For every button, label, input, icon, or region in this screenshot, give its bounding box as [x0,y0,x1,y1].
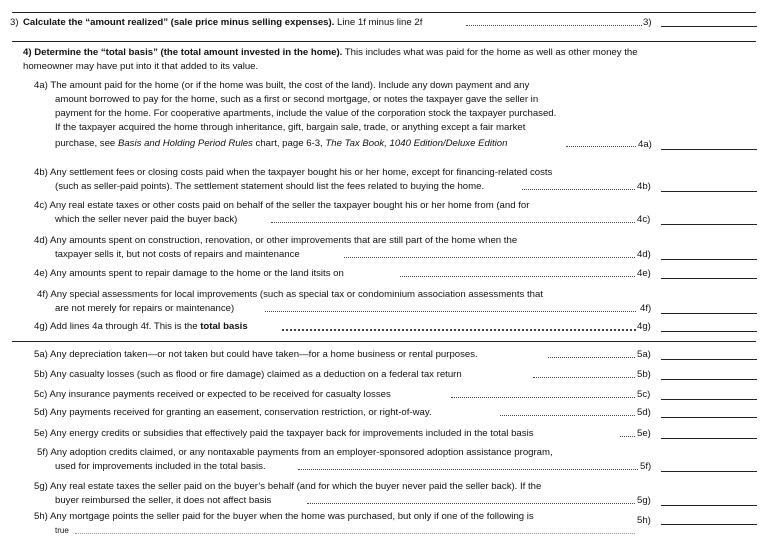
line-5f-text-1: 5f) Any adoption credits claimed, or any nontaxable payments from an employer-sponsored adoption assistance program, [37,447,553,458]
line-5g-text-2: buyer reimbursed the seller, it does not affect basis [55,495,272,506]
section-5-divider [12,341,756,342]
line-5c-text: 5c) Any insurance payments received or expected to be received for casualty losses [34,389,391,400]
line-5h-text-1: 5h) Any mortgage points the seller paid for the buyer when the home was purchased, but only if one of the following is [34,511,534,522]
line-4b-text-1: 4b) Any settlement fees or closing costs paid when the taxpayer bought his or her home, except for financing-related costs [34,167,553,178]
line-4c-text-2: which the seller never paid the buyer back) [55,214,238,225]
line-4a-text-5a: purchase, see [55,138,118,149]
line-3-leader [466,25,642,26]
section-4-heading: 4) Determine the “total basis” (the total amount invested in the home). [23,47,343,58]
line-4g-instruction: 4g) Add lines 4a through 4f. This is the [34,321,201,332]
line-5c-ref: 5c) [637,389,651,400]
line-5c-leader [451,397,635,398]
line-3-ref: 3) [643,17,652,28]
section-4-divider [12,41,756,42]
line-5h-leader [75,533,635,534]
line-5b-answer-field[interactable] [661,379,757,380]
line-4g-ref: 4g) [637,321,651,332]
line-4d-answer-field[interactable] [661,259,757,260]
section-4-title [23,46,638,59]
line-5b-ref: 5b) [637,369,651,380]
line-3-number: 3) [10,17,19,28]
line-4a-book-title: The Tax Book, 1040 Edition/Deluxe Edition [325,138,508,149]
line-4a-answer-field[interactable] [661,149,757,150]
line-5f-ref: 5f) [640,461,652,472]
line-5d-answer-field[interactable] [661,417,757,418]
line-4g-total-basis: total basis [200,321,248,332]
line-4b-leader [522,189,635,190]
line-4a-text-3: payment for the home. For cooperative apartments, include the value of the corporation stock the taxpayer purchased. [55,108,557,119]
line-4c-text-1: 4c) Any real estate taxes or other costs paid on behalf of the seller the taxpayer bought his or her home from (and for [34,200,530,211]
line-4a-text-2: amount borrowed to pay for the home, such as a first or second mortgage, or notes the taxpayer gave the seller in [55,94,539,105]
line-5e-text: 5e) Any energy credits or subsidies that effectively paid the taxpayer back for improvements included in the total basis [34,428,534,439]
line-4f-text-2: are not merely for repairs or maintenance) [55,303,235,314]
line-3-heading: Calculate the “amount realized” (sale price minus selling expenses). [23,17,335,28]
line-5f-leader [298,469,638,470]
line-4c-answer-field[interactable] [661,224,757,225]
line-4e-text: 4e) Any amounts spent to repair damage to the home or the land itsits on [34,268,344,279]
line-5b-text: 5b) Any casualty losses (such as flood or fire damage) claimed as a deduction on a federal tax return [34,369,462,380]
line-4f-ref: 4f) [640,303,652,314]
line-5b-leader [533,377,635,378]
line-4a-ref: 4a) [638,139,652,150]
line-4a-text-1: 4a) The amount paid for the home (or if the home was built, the cost of the land). Include any down payment and any [34,80,530,91]
line-5e-leader [620,436,635,437]
line-4c-ref: 4c) [637,214,651,225]
line-4d-ref: 4d) [637,249,651,260]
line-4e-answer-field[interactable] [661,278,757,279]
line-4g-answer-field[interactable] [661,331,757,332]
line-5a-text: 5a) Any depreciation taken—or not taken but could have taken—for a home business or rental purposes. [34,349,478,360]
line-4e-ref: 4e) [637,268,651,279]
line-5g-text-1: 5g) Any real estate taxes the seller paid on the buyer’s behalf (and for which the buyer never paid the seller back). If the [34,481,542,492]
line-4f-text-1: 4f) Any special assessments for local improvements (such as special tax or condominium association assessments that [37,289,544,300]
line-4f-answer-field[interactable] [661,313,757,314]
line-5a-answer-field[interactable] [661,359,757,360]
line-4a-text-4: If the taxpayer acquired the home through inheritance, gift, bargain sale, trade, or anything except a fair market [55,122,526,133]
line-5g-leader [307,503,635,504]
line-3-answer-field[interactable] [661,26,757,27]
line-3-instruction: Line 1f minus line 2f [334,17,423,28]
line-3-text [23,16,422,29]
line-4f-leader [265,311,636,312]
line-5a-leader [548,357,635,358]
section-4-intro-cont: homeowner may have put into it that added to its value. [23,61,259,72]
line-5h-text-2: true [55,526,69,535]
line-5e-answer-field[interactable] [661,438,757,439]
line-5c-answer-field[interactable] [661,399,757,400]
line-4g-leader [282,329,636,331]
line-4e-leader [400,276,635,277]
line-5e-ref: 5e) [637,428,651,439]
line-4a-text-5b: chart, page 6-3, [252,138,326,149]
line-5d-leader [500,415,635,416]
line-4d-leader [344,257,635,258]
line-5h-ref: 5h) [637,515,651,526]
line-4b-ref: 4b) [637,181,651,192]
line-5d-text: 5d) Any payments received for granting an easement, conservation restriction, or right-of-way. [34,407,432,418]
line-5g-ref: 5g) [637,495,651,506]
line-5h-answer-field[interactable] [661,524,757,525]
line-5f-answer-field[interactable] [661,471,757,472]
line-4a-leader [566,146,636,147]
line-5f-text-2: used for improvements included in the total basis. [55,461,266,472]
line-5a-ref: 5a) [637,349,651,360]
line-4b-text-2: (such as seller-paid points). The settlement statement should list the fees related to buying the home. [55,181,485,192]
line-4g-text [34,320,248,333]
line-4a-chart-title: Basis and Holding Period Rules [117,138,253,149]
line-5g-answer-field[interactable] [661,505,757,506]
line-4d-text-2: taxpayer sells it, but not costs of repairs and maintenance [55,249,300,260]
section-4-intro: This includes what was paid for the home as well as other money the [342,47,638,58]
line-4c-leader [271,222,635,223]
line-4a-text-5 [55,137,507,150]
top-divider [12,12,756,13]
line-4b-answer-field[interactable] [661,191,757,192]
line-5d-ref: 5d) [637,407,651,418]
line-4d-text-1: 4d) Any amounts spent on construction, renovation, or other improvements that are still part of the home when the [34,235,518,246]
